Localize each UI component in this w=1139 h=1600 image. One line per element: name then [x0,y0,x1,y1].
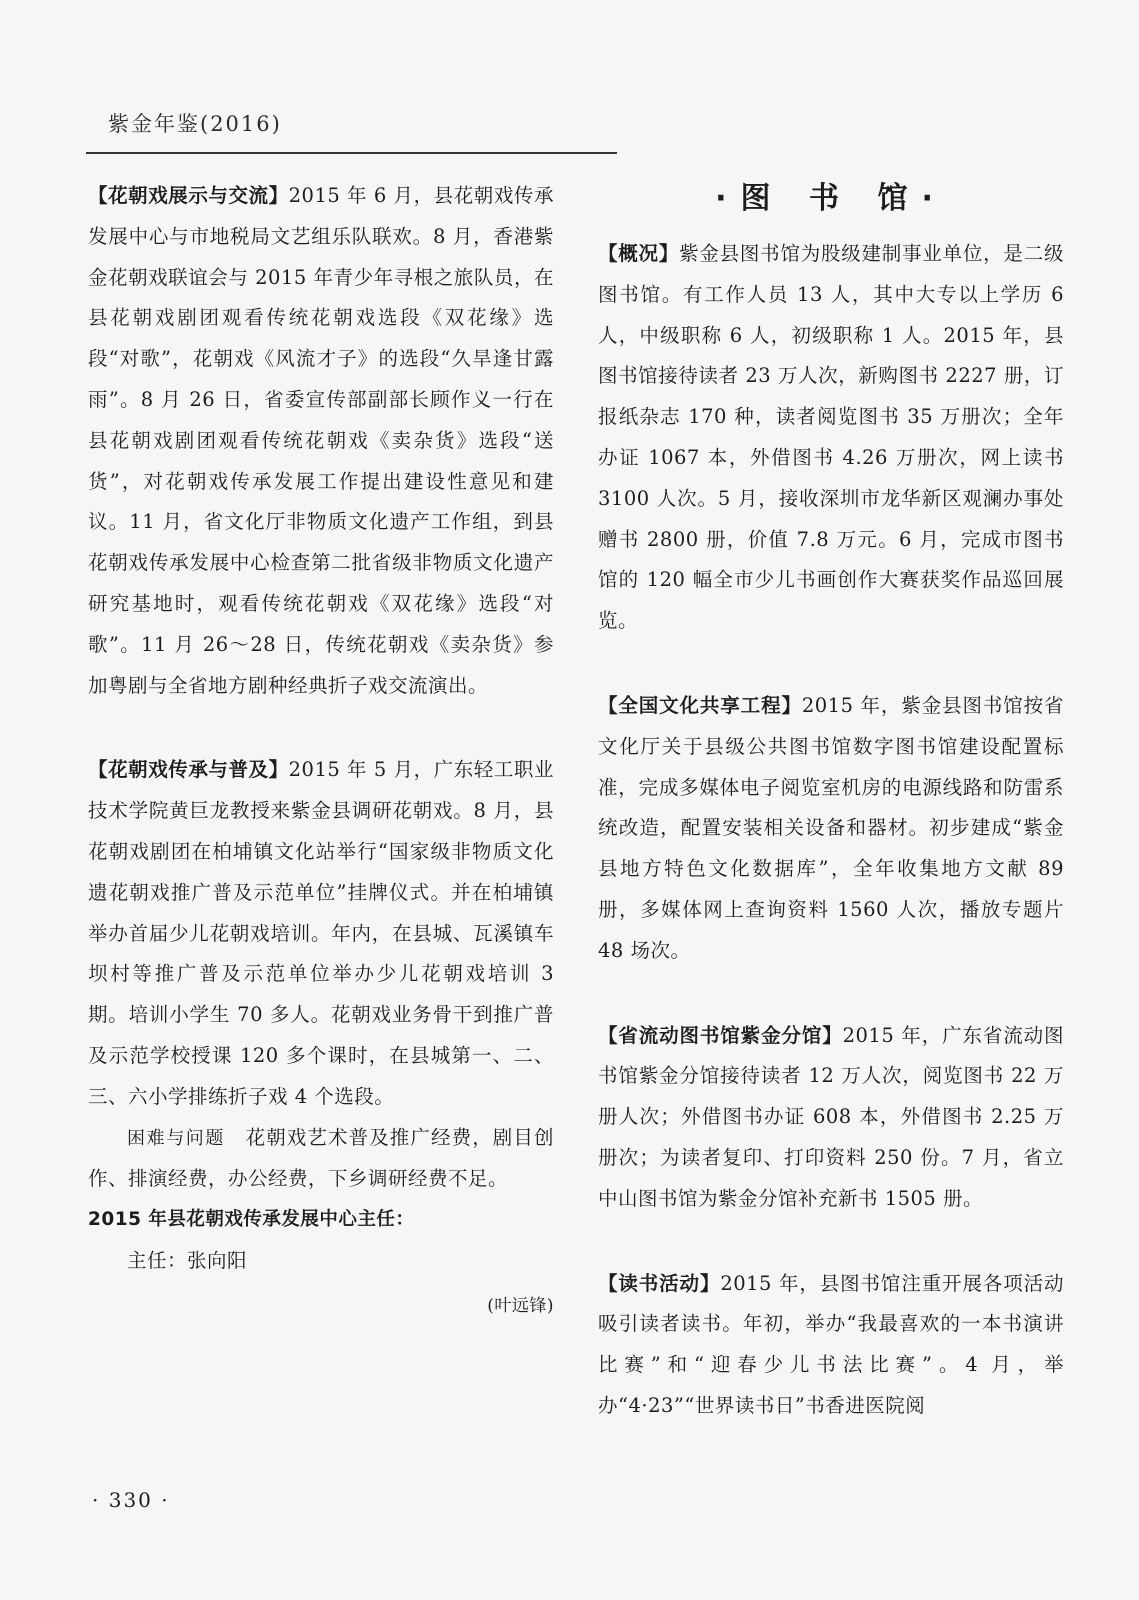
running-title: 紫金年鉴(2016) [108,112,282,136]
section-text: 2015 年 6 月，县花朝戏传承发展中心与市地税局文艺组乐队联欢。8 月，香港紫金花朝戏联谊会与 2015 年青少年寻根之旅队员，在县花朝戏剧团观看传统花朝戏选段《双花缘》选段“对歌”，花朝戏《风流才子》的选段“久旱逢甘露雨”。8 月 26 日，省委宣传部副部长顾作义一行在县花朝戏剧团观看传统花朝戏《卖杂货》选段“送货”，对花朝戏传承发展工作提出建设性意见和建议。11 月，省文化厅非物质文化遗产工作组，到县花朝戏传承发展中心检查第二批省级非物质文化遗产研究基地时，观看传统花朝戏《双花缘》选段“对歌”。11 月 26～28 日，传统花朝戏《卖杂货》参加粤剧与全省地方剧种经典折子戏交流演出。 [88,184,554,697]
section-reading-activities [598,1264,1064,1427]
library-section-title: ·图 书 馆· [715,181,947,216]
left-column [88,176,554,1327]
section-label: 【全国文化共享工程】 [598,693,802,717]
header-rule [86,152,617,154]
section-culture-sharing [598,686,1064,972]
section-label: 【概况】 [598,242,680,265]
section-text: 2015 年，广东省流动图书馆紫金分馆接待读者 12 万人次，阅览图书 22 万册人次；外借图书办证 608 本，外借图书 2.25 万册次；为读者复印、打印资料 250 份。7 月，省立中山图书馆为紫金分馆补充新书 1505 册。 [598,1023,1064,1210]
page-number: · 330 · [92,1488,170,1512]
section-label: 【花朝戏展示与交流】 [88,184,289,207]
author-credit: (叶远锋) [487,1295,554,1316]
director-name: 主任：张向阳 [127,1248,248,1272]
section-difficulties [88,1118,554,1201]
section-text: 紫金县图书馆为股级建制事业单位，是二级图书馆。有工作人员 13 人，其中大专以上学历 6 人，中级职称 6 人，初级职称 1 人。2015 年，县图书馆接待读者 23 万人次，新购图书 2227 册，订报纸杂志 170 种，读者阅览图书 35 万册次；全年办证 1067 本，外借图书 4.26 万册次，网上读书 3100 人次。5 月，接收深圳市龙华新区观澜办事处赠书 2800 册，价值 7.8 万元。6 月，完成市图书馆的 120 幅全市少儿书画创作大赛获奖作品巡回展览。 [598,242,1064,633]
section-label: 【省流动图书馆紫金分馆】 [598,1023,843,1047]
section-huachaoxi-exchange [88,176,554,706]
difficulties-text: 花朝戏艺术普及推广经费，剧目创作、排演经费，办公经费，下乡调研经费不足。 [88,1125,554,1191]
difficulties-label: 困难与问题 [127,1127,225,1149]
section-overview [598,234,1064,642]
section-huachaoxi-inheritance [88,750,554,1117]
section-label: 【读书活动】 [598,1271,721,1295]
section-mobile-library [598,1016,1064,1220]
section-text: 2015 年，县图书馆注重开展各项活动吸引读者读书。年初，举办“我最喜欢的一本书演讲比赛”和“迎春少儿书法比赛”。4 月，举办“4·23”“世界读书日”书香进医院阅 [598,1271,1064,1417]
section-text: 2015 年 5 月，广东轻工职业技术学院黄巨龙教授来紫金县调研花朝戏。8 月，县花朝戏剧团在柏埔镇文化站举行“国家级非物质文化遗花朝戏推广普及示范单位”挂牌仪式。并在柏埔镇举办首届少儿花朝戏培训。年内，在县城、瓦溪镇车坝村等推广普及示范单位举办少儿花朝戏培训 3 期。培训小学生 70 多人。花朝戏业务骨干到推广普及示范学校授课 120 多个课时，在县城第一、二、三、六小学排练折子戏 4 个选段。 [88,758,554,1108]
right-column [598,176,1064,1427]
section-label: 【花朝戏传承与普及】 [88,758,289,782]
director-heading: 2015 年县花朝戏传承发展中心主任： [88,1209,415,1231]
section-text: 2015 年，紫金县图书馆按省文化厅关于县级公共图书馆数字图书馆建设配置标准，完成多媒体电子阅览室机房的电源线路和防雷系统改造，配置安装相关设备和器材。初步建成“紫金县地方特色文化数据库”，全年收集地方文献 89 册，多媒体网上查询资料 1560 人次，播放专题片 48 场次。 [598,693,1064,962]
